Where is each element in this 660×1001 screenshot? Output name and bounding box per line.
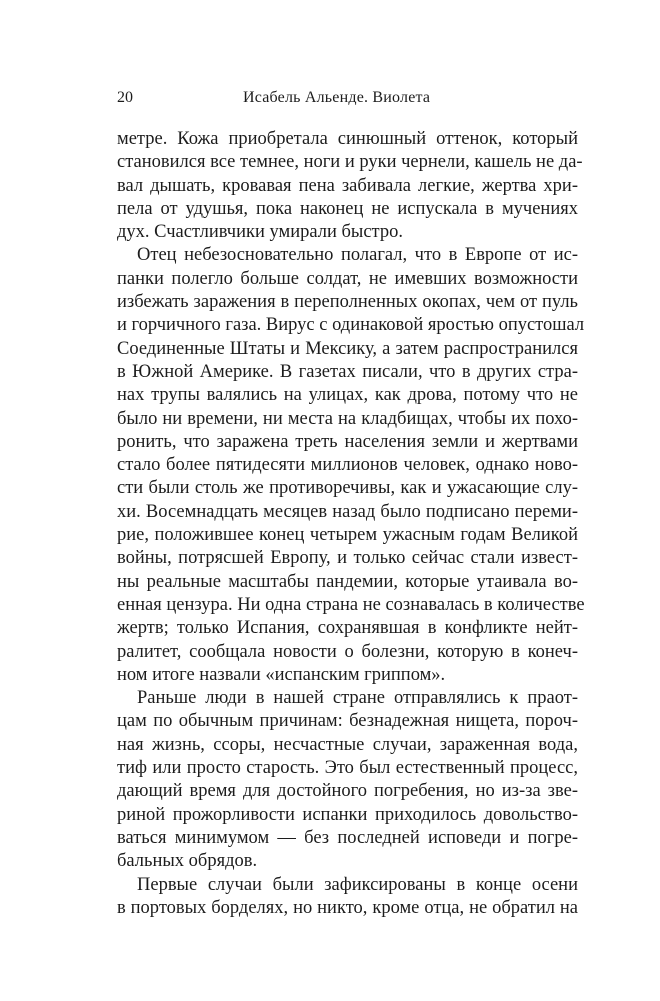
text-line: бальных обрядов.	[117, 851, 258, 872]
text-line: стало более пятидесяти миллионов человек, однако ново-	[117, 455, 578, 476]
text-line: цам по обычным причинам: безнадежная нищета, пороч-	[117, 711, 578, 732]
text-line: сти были столь же противоречивы, как и ужасающие слу-	[117, 478, 578, 499]
text-line: войны, потрясшей Европу, и только сейчас стали извест-	[117, 548, 578, 569]
text-line: Раньше люди в нашей стране отправлялись к праот-	[137, 688, 578, 709]
text-line: жертв; только Испания, сохранявшая в конфликте нейт-	[117, 618, 578, 639]
text-line: нах трупы валялись на улицах, как дрова, потому что не	[117, 385, 578, 406]
text-line: в портовых борделях, но никто, кроме отца, не обратил на	[117, 897, 578, 918]
paragraph	[117, 128, 583, 244]
text-line: ралитет, сообщала новости о болезни, которую в конеч-	[117, 641, 578, 662]
text-line: избежать заражения в переполненных окопах, чем от пуль	[117, 292, 578, 313]
paragraph	[117, 687, 578, 873]
text-line: тиф или просто старость. Это был естественный процесс,	[117, 758, 578, 779]
text-line: рие, положившее конец четырем ужасным годам Великой	[117, 525, 578, 546]
text-line: ны реальные масштабы пандемии, которые утаивала во-	[117, 571, 578, 592]
text-line: Соединенные Штаты и Мексику, а затем распространился	[117, 338, 578, 359]
page-number: 20	[117, 89, 133, 106]
text-line: становился все темнее, ноги и руки чернели, кашель не да-	[117, 152, 583, 173]
text-line: вал дышать, кровавая пена забивала легкие, жертва хри-	[117, 175, 578, 196]
body-text	[117, 128, 585, 920]
text-line: хи. Восемнадцать месяцев назад было подписано переми-	[117, 501, 578, 522]
text-line: ронить, что заражена треть населения земли и жертвами	[117, 431, 578, 452]
text-line: Первые случаи были зафиксированы в конце осени	[137, 874, 578, 895]
text-line: ная жизнь, ссоры, несчастные случаи, зараженная вода,	[117, 734, 578, 755]
paragraph	[117, 874, 578, 921]
text-line: было ни времени, ни места на кладбищах, чтобы их похо-	[117, 408, 578, 429]
text-line: Отец небезосновательно полагал, что в Европе от ис-	[137, 245, 578, 266]
text-line: пела от удушья, пока наконец не испускала в мучениях	[117, 198, 578, 219]
text-line: ном итоге назвали «испанским гриппом».	[117, 664, 446, 685]
text-line: в Южной Америке. В газетах писали, что в других стра-	[117, 361, 578, 382]
text-line: панки полегло больше солдат, не имевших возможности	[117, 268, 578, 289]
running-header	[117, 86, 577, 110]
paragraph	[117, 244, 585, 687]
text-line: ваться минимумом — без последней исповеди и погре-	[117, 827, 578, 848]
text-line: енная цензура. Ни одна страна не сознавалась в количестве	[117, 594, 585, 615]
text-line: и горчичного газа. Вирус с одинаковой яростью опустошал	[117, 315, 585, 336]
text-line: риной прожорливости испанки приходилось довольство-	[117, 804, 578, 825]
text-line: дух. Счастливчики умирали быстро.	[117, 222, 403, 243]
text-line: метре. Кожа приобретала синюшный оттенок, который	[117, 129, 578, 149]
text-line: дающий время для достойного погребения, но из-за зве-	[117, 781, 578, 802]
running-title: Исабель Альенде. Виолета	[243, 89, 431, 106]
